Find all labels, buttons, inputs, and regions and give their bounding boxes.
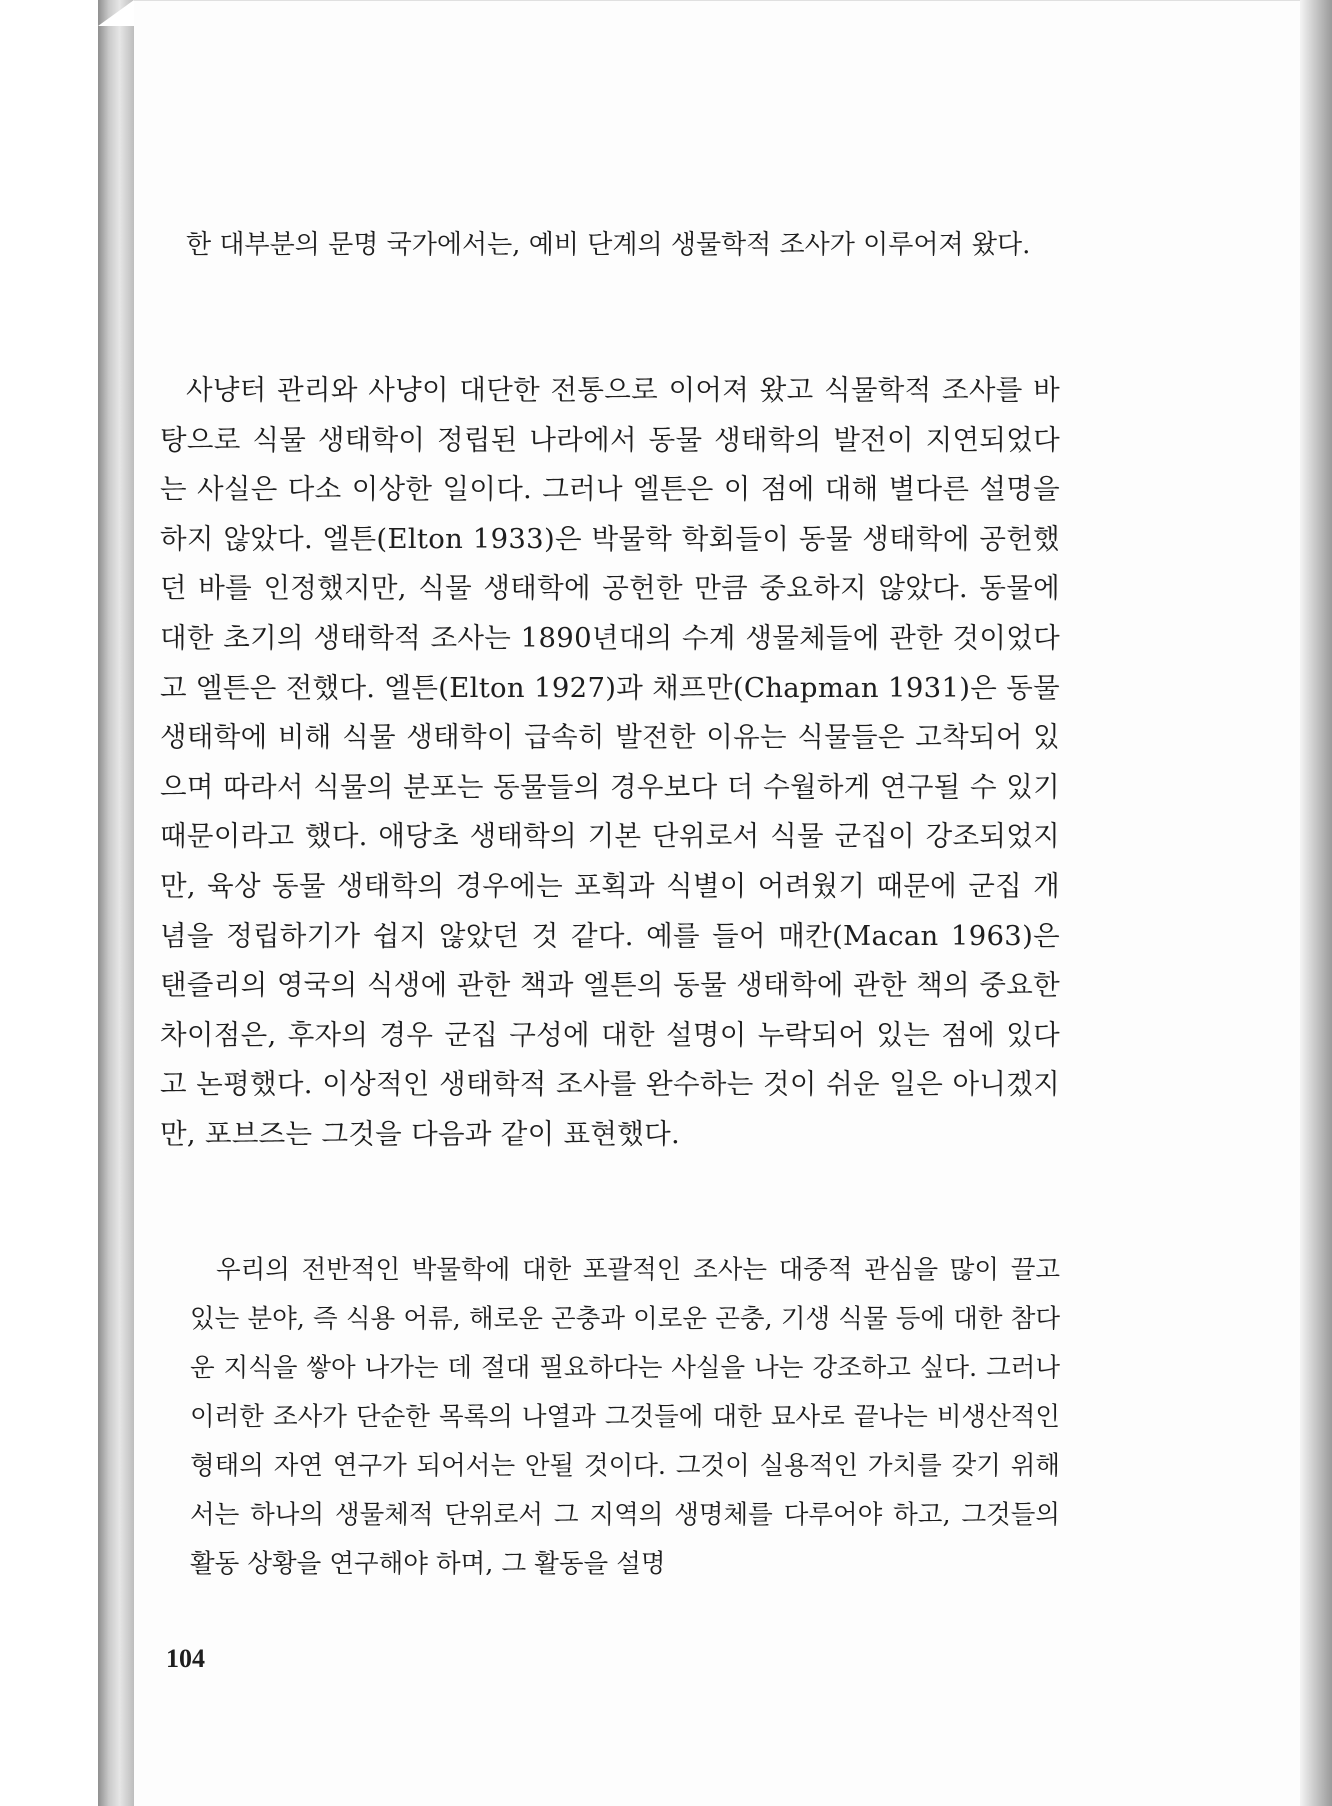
book-page-edge [98, 0, 134, 1806]
block-quote [190, 1246, 1060, 1589]
page-number: 104 [166, 1644, 205, 1673]
paragraph-text: 한 대부분의 문명 국가에서는, 예비 단계의 생물학적 조사가 이루어져 왔다. [186, 230, 1031, 260]
page-shadow [1300, 0, 1332, 1806]
paragraph-text: 사냥터 관리와 사냥이 대단한 전통으로 이어져 왔고 식물학적 조사를 바탕으로 식물 생태학이 정립된 나라에서 동물 생태학의 발전이 지연되었다는 사실은 다소 이상한 일이다. 그러나 엘튼은 이 점에 대해 별다른 설명을 하지 않았다. 엘튼(Elton 1933)은 박물학 학회들이 동물 생태학에 공헌했던 바를 인정했지만, 식물 생태학에 공헌한 만큼 중요하지 않았다. 동물에 대한 초기의 생태학적 조사는 1890년대의 수계 생물체들에 관한 것이었다고 엘튼은 전했다. 엘튼(Elton 1927)과 채프만(Chapman 1931)은 동물 생태학에 비해 식물 생태학이 급속히 발전한 이유는 식물들은 고착되어 있으며 따라서 식물의 분포는 동물들의 경우보다 더 수월하게 연구될 수 있기 때문이라고 했다. 애당초 생태학의 기본 단위로서 식물 군집이 강조되었지만, 육상 동물 생태학의 경우에는 포획과 식별이 어려웠기 때문에 군집 개념을 정립하기가 쉽지 않았던 것 같다. 예를 들어 매칸(Macan 1963)은 탠즐리의 영국의 식생에 관한 책과 엘튼의 동물 생태학에 관한 책의 중요한 차이점은, 후자의 경우 군집 구성에 대한 설명이 누락되어 있는 점에 있다고 논평했다. 이상적인 생태학적 조사를 완수하는 것이 쉬운 일은 아니겠지만, 포브즈는 그것을 다음과 같이 표현했다. [160, 374, 1060, 1150]
quote-text: 우리의 전반적인 박물학에 대한 포괄적인 조사는 대중적 관심을 많이 끌고 있는 분야, 즉 식용 어류, 해로운 곤충과 이로운 곤충, 기생 식물 등에 대한 참다운 지식을 쌓아 나가는 데 절대 필요하다는 사실을 나는 강조하고 싶다. 그러나 이러한 조사가 단순한 목록의 나열과 그것들에 대한 묘사로 끝나는 비생산적인 형태의 자연 연구가 되어서는 안될 것이다. 그것이 실용적인 가치를 갖기 위해서는 하나의 생물체적 단위로서 그 지역의 생명체를 다루어야 하고, 그것들의 활동 상황을 연구해야 하며, 그 활동을 설명 [190, 1255, 1060, 1579]
paragraph-main [160, 366, 1060, 1160]
paragraph-continued [160, 220, 1060, 270]
